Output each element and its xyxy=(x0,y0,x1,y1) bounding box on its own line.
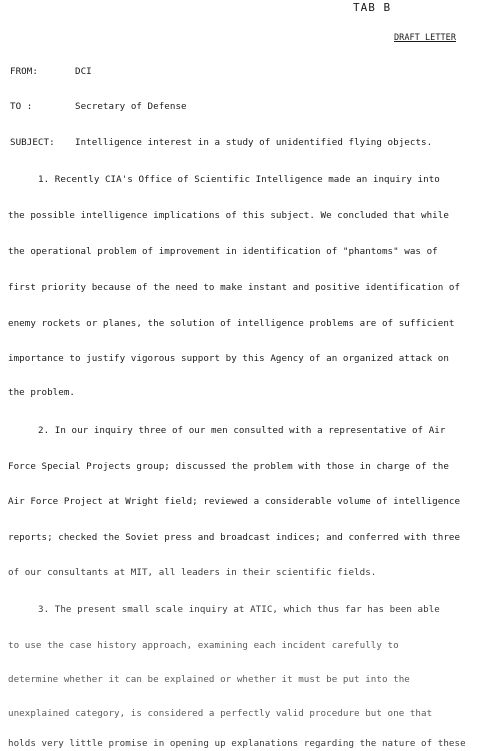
to-label: TO : xyxy=(10,101,33,112)
to-value: Secretary of Defense xyxy=(75,101,187,112)
body-line: the operational problem of improvement in identification of "phantoms" was of xyxy=(8,246,438,257)
body-line: Force Special Projects group; discussed the problem with those in charge of the xyxy=(8,461,449,472)
body-line: importance to justify vigorous support by this Agency of an organized attack on xyxy=(8,353,449,364)
body-line: Air Force Project at Wright field; reviewed a considerable volume of intelligence xyxy=(8,496,461,507)
body-line: unexplained category, is considered a perfectly valid procedure but one that xyxy=(8,708,433,719)
body-line: 2. In our inquiry three of our men consulted with a representative of Air xyxy=(38,425,446,436)
body-line: the problem. xyxy=(8,387,75,398)
from-label: FROM: xyxy=(10,66,38,77)
tab-label: TAB B xyxy=(353,1,392,14)
body-line: reports; checked the Soviet press and broadcast indices; and conferred with three xyxy=(8,532,461,543)
from-value: DCI xyxy=(75,66,92,77)
draft-letter-label: DRAFT LETTER xyxy=(394,33,457,43)
subject-label: SUBJECT: xyxy=(10,137,55,148)
body-line: of our consultants at MIT, all leaders in their scientific fields. xyxy=(8,567,377,578)
body-line: determine whether it can be explained or whether it must be put into the xyxy=(8,674,410,685)
body-line: enemy rockets or planes, the solution of intelligence problems are of sufficient xyxy=(8,318,455,329)
body-line: 1. Recently CIA's Office of Scientific Intelligence made an inquiry into xyxy=(38,174,440,185)
body-line: first priority because of the need to make instant and positive identification of xyxy=(8,282,461,293)
subject-value: Intelligence interest in a study of unidentified flying objects. xyxy=(75,137,433,148)
body-line: holds very little promise in opening up explanations regarding the nature of these xyxy=(8,738,466,749)
body-line: 3. The present small scale inquiry at ATIC, which thus far has been able xyxy=(38,604,440,615)
body-line: to use the case history approach, examining each incident carefully to xyxy=(8,640,399,651)
body-line: the possible intelligence implications of this subject. We concluded that while xyxy=(8,210,449,221)
